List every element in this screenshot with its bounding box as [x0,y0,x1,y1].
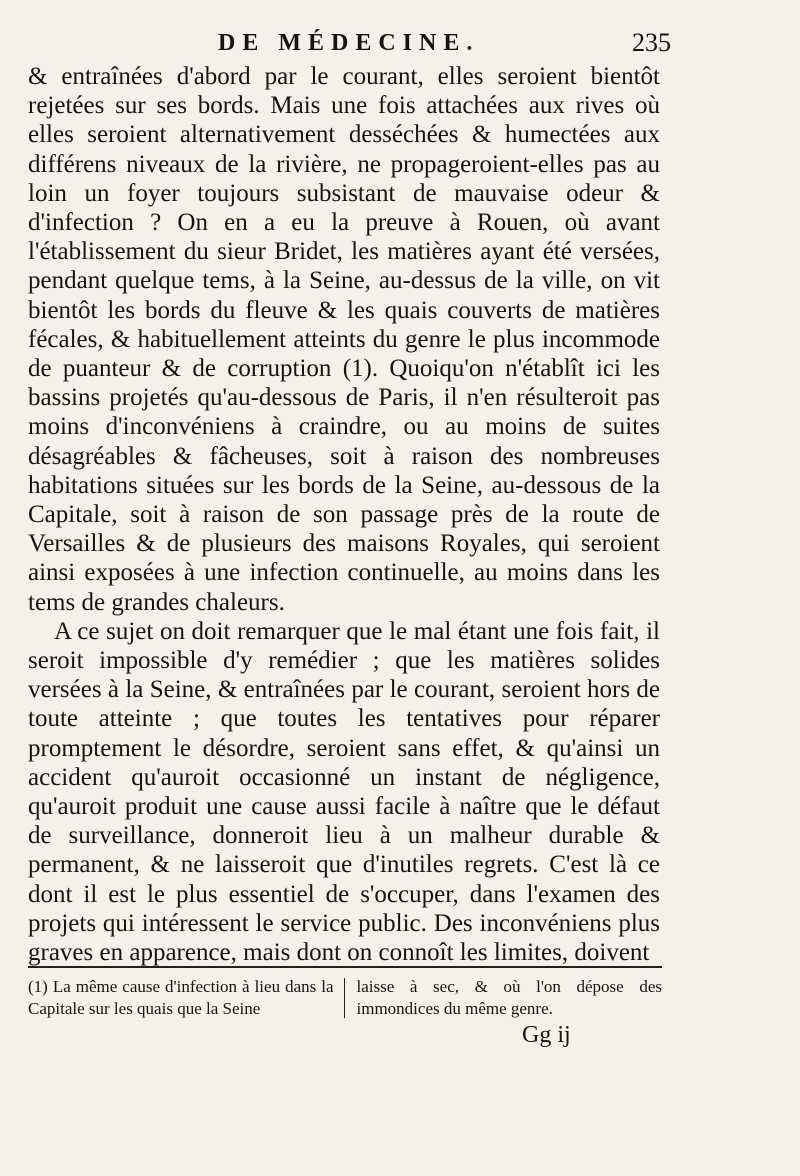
footnote-right-column: laisse à sec, & où l'on dépose des immondices du même genre. [356,977,662,1018]
footnote-left-column: (1) La même cause d'infection à lieu dans la Capitale sur les quais que la Seine [28,977,334,1018]
paragraph-2: A ce sujet on doit remarquer que le mal étant une fois fait, il seroit impossible d'y remédier ; que les matières solides versées à la Seine, & entraînées par le courant, seroient hors de toute atteinte ; que toutes les tentatives pour réparer promptement le désordre, seroient sans effet, & qu'ainsi un accident qu'auroit occasionné un instant de négligence, qu'auroit produit une cause aussi facile à naître que le défaut de surveillance, donneroit lieu à un malheur durable & permanent, & ne laisseroit que d'inutiles regrets. C'est là ce dont il est le plus essentiel de s'occuper, dans l'examen des projets qui intéressent le service public. Des inconvéniens plus graves en apparence, mais dont on connoît les limites, doivent [28,617,660,967]
paragraph-1: & entraînées d'abord par le courant, elles seroient bientôt rejetées sur ses bords. Mais une fois attachées aux rives où elles seroient alternativement desséchées & humectées aux différens niveaux de la rivière, ne propageroient-elles pas au loin un foyer toujours subsistant de mauvaise odeur & d'infection ? On en a eu la preuve à Rouen, où avant l'établissement du sieur Bridet, les matières ayant été versées, pendant quelque tems, à la Seine, au-dessus de la ville, on vit bientôt les bords du fleuve & les quais couverts de matières fécales, & habituellement atteints du genre le plus incommode de puanteur & de corruption (1). Quoiqu'on n'établît ici les bassins projetés qu'au-dessous de Paris, il n'en résulteroit pas moins d'inconvéniens à craindre, ou au moins de suites désagréables & fâcheuses, soit à raison des nombreuses habitations situées sur les bords de la Seine, au-dessous de la Capitale, soit à raison de son passage près de la route de Versailles & de plusieurs des maisons Royales, qui seroient ainsi exposées à une infection continuelle, au moins dans les tems de grandes chaleurs. [28,63,660,616]
signature-mark: Gg ij [522,1022,571,1048]
body-text [28,62,660,967]
running-title: DE MÉDECINE. [218,30,480,56]
footnote [28,976,662,1020]
footnote-rule [28,966,662,968]
page-number: 235 [632,28,671,57]
running-head [28,22,671,62]
